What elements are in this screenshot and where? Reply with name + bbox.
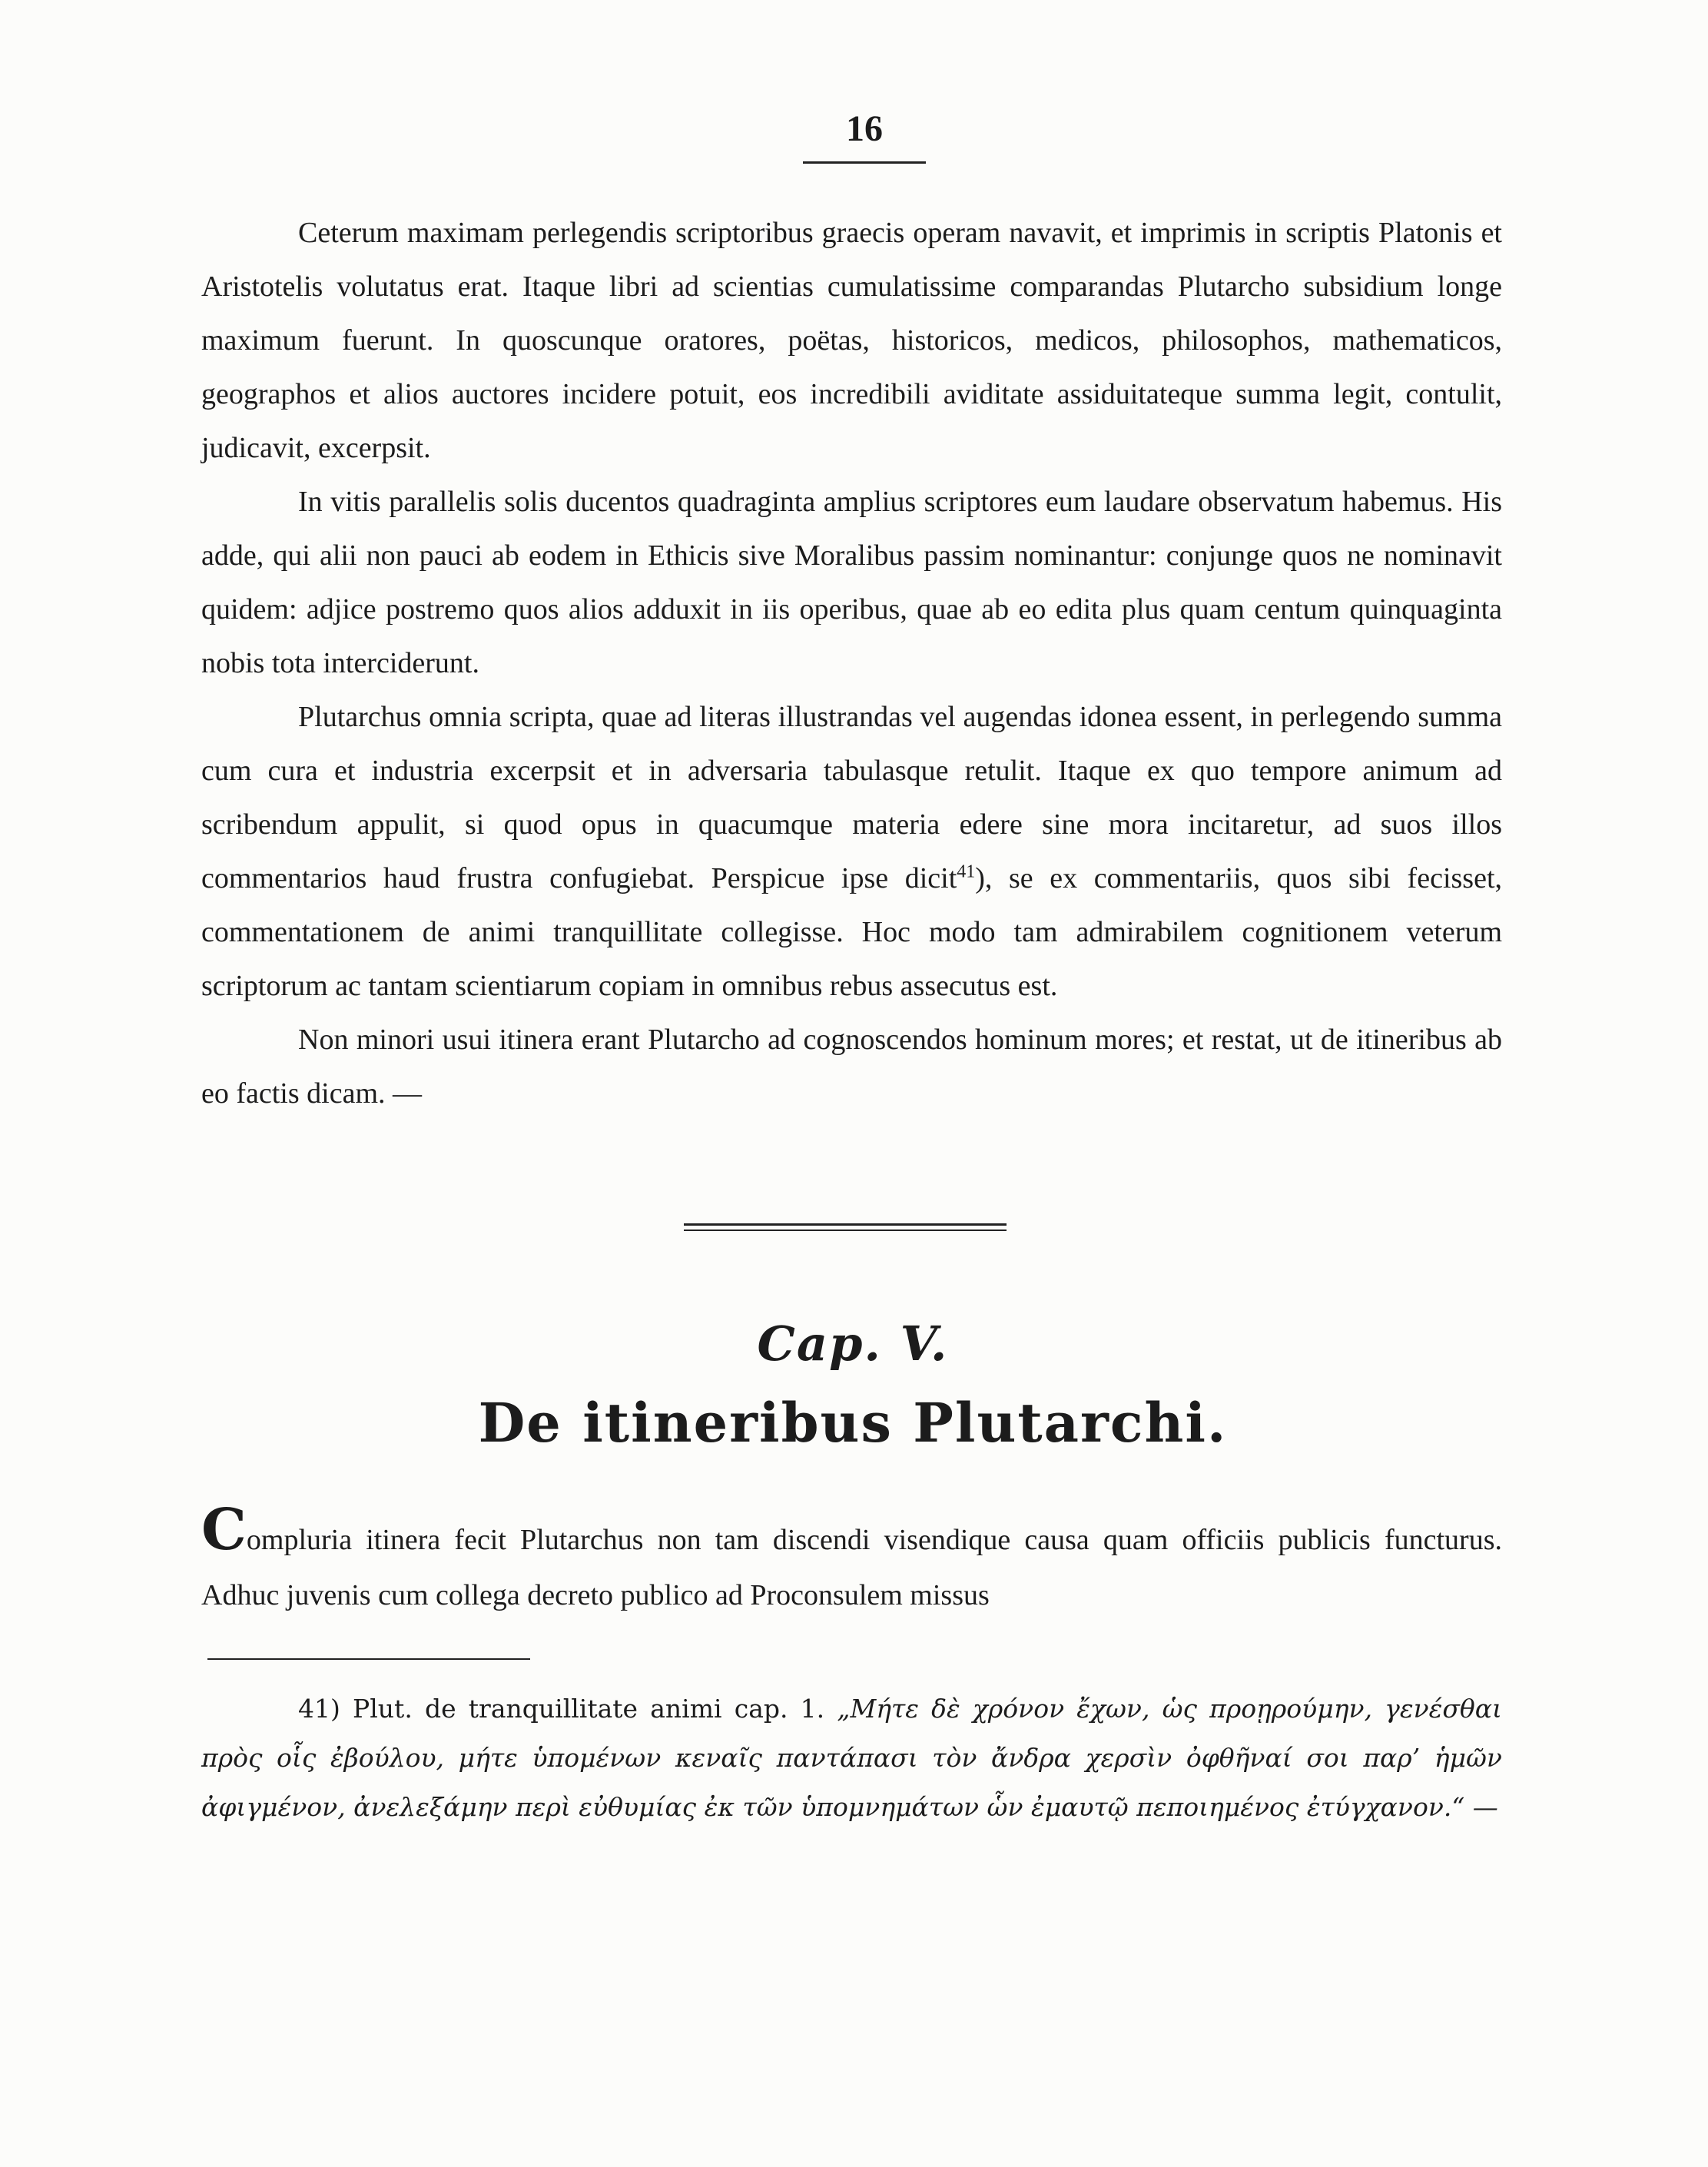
footnote-41 (201, 1684, 1502, 1832)
section-divider-rule (684, 1223, 1007, 1231)
paragraph-1: Ceterum maximam perlegendis scriptoribus graecis operam navavit, et imprimis in scriptis Platonis et Aristotelis volutatus erat. Itaque libri ad scientias cumulatissime comparandas Plutarcho subsidium longe maximum fuerunt. In quoscunque oratores, poëtas, historicos, medicos, philosophos, mathematicos, geographos et alios auctores incidere potuit, eos incredibili aviditate assiduitateque summa legit, contulit, judicavit, excerpsit. (201, 217, 1502, 464)
body-text-block-1 (201, 206, 1502, 1120)
chapter-paragraph (201, 1497, 1502, 1623)
paragraph-3-text-continued: ), se ex commentariis, quos sibi fecisset, commentationem de animi tranquillitate collegisse. Hoc modo tam admirabilem cognitionem veterum scriptorum ac tantam scientiarum copiam in omnibus rebus assecutus est. (201, 862, 1502, 1002)
decorated-initial: C (201, 1497, 247, 1563)
paragraph-2: In vitis parallelis solis ducentos quadraginta amplius scriptores eum laudare observatum habemus. His adde, qui alii non pauci ab eodem in Ethicis sive Moralibus passim nominantur: conjunge quos ne nominavit quidem: adjice postremo quos alios adduxit in iis operibus, quae ab eo edita plus quam centum quinquaginta nobis tota interciderunt. (201, 486, 1502, 679)
footnote-reference: 41 (957, 861, 976, 882)
footnote (201, 1684, 1502, 1832)
chapter-label: Cap. V. (757, 1316, 949, 1372)
footnote-greek-quote: „Μήτε δὲ χρόνον ἔχων, ὡς προῃρούμην, γενέσθαι πρὸς οἷς ἐβούλου, μήτε ὑπομένων κεναῖς παντάπασι τὸν ἄνδρα χερσὶν ὀφθῆναί σοι παρ’ ἡμῶν ἀφιγμένον, ἀνελεξάμην περὶ εὐθυμίας ἐκ τῶν ὑπομνημάτων ὧν ἐμαυτῷ πεποιημένος ἐτύγχανον.“ — (201, 1694, 1502, 1822)
footnote-source: Plut. de tranquillitate animi cap. 1. (353, 1694, 825, 1724)
page-number: 16 (846, 108, 883, 149)
page-number-underline (803, 161, 926, 164)
footnote-separator-rule (207, 1658, 530, 1660)
chapter-opening-text (201, 1497, 1502, 1623)
paragraph-3-text: Plutarchus omnia scripta, quae ad literas illustrandas vel augendas idonea essent, in perlegendo summa cum cura et industria excerpsit et in adversaria tabulasque retulit. Itaque ex quo tempore animum ad scribendum appulit, si quod opus in quacumque materia edere sine mora incitaretur, ad suos illos commentarios haud frustra confugiebat. Perspicue ipse dicit (201, 701, 1502, 894)
paragraph-4: Non minori usui itinera erant Plutarcho ad cognoscendos hominum mores; et restat, ut de itineribus ab eo factis dicam. — (201, 1024, 1502, 1110)
paragraph-3 (201, 690, 1502, 1013)
chapter-title: De itineribus Plutarchi. (478, 1391, 1228, 1455)
footnote-number: 41) (298, 1694, 340, 1724)
chapter-paragraph-text: ompluria itinera fecit Plutarchus non tam discendi visendique causa quam officiis publicis functurus. Adhuc juvenis cum collega decreto publico ad Proconsulem missus (201, 1524, 1502, 1611)
